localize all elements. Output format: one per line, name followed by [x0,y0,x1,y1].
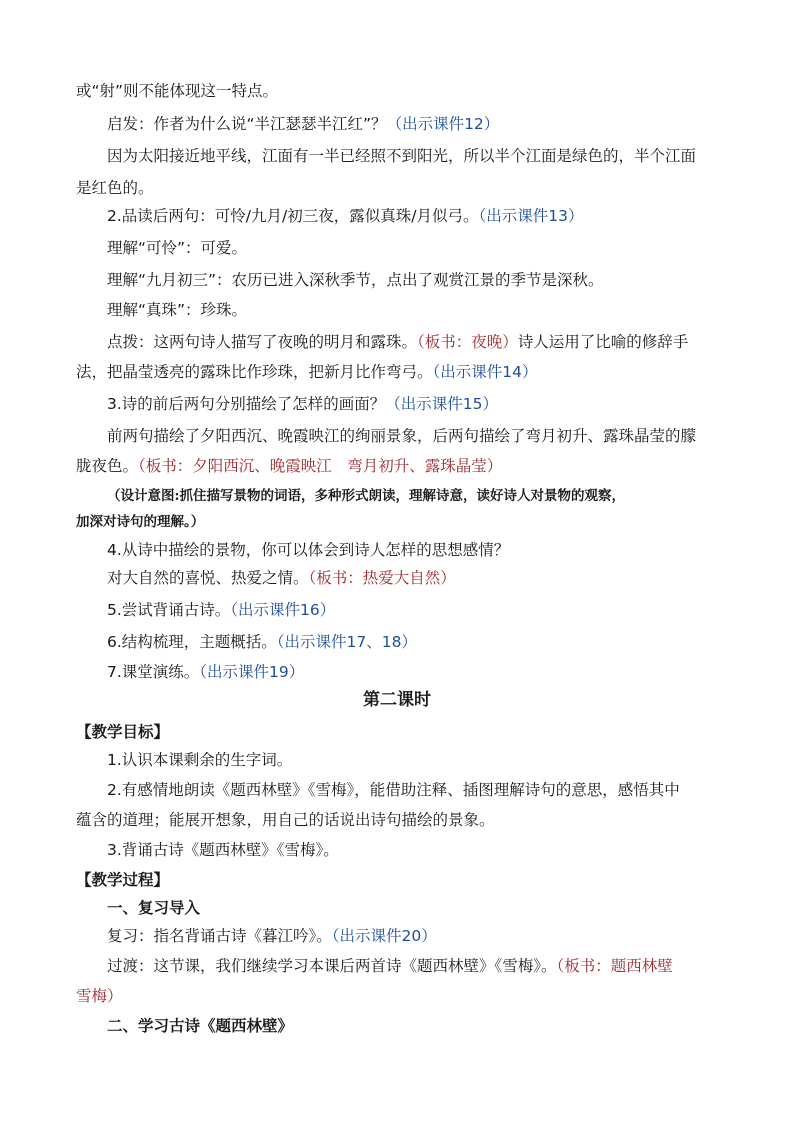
goal-item [107,749,292,771]
text-line [107,237,247,259]
text-line [107,925,437,947]
text-span: 2.品读后两句：可怜/九月/初三夜，露似真珠/月似弓。 [107,207,479,225]
text-line [76,80,278,102]
courseware-ref: （出示课件20） [331,927,437,945]
design-intent-text: 抓住描写景物的词语，多种形式朗读，理解诗意，读好诗人对景物的观察， [179,488,625,504]
design-intent-label: （设计意图: [107,488,180,504]
board-note: （板书：夕阳西沉、晚霞映江 弯月初升、露珠晶莹） [138,457,503,475]
text-line [107,331,688,353]
text-span: 前两句描绘了夕阳西沉、晚霞映江的绚丽景象，后两句描绘了弯月初升、露珠晶莹的朦 [107,427,697,445]
text-line [107,205,583,227]
goal-item [107,779,680,801]
text-span: 1.认识本课剩余的生字词。 [107,751,293,769]
text-span: 理解“可怜”：可爱。 [107,239,248,257]
text-span: 6.结构梳理，主题概括。 [107,633,277,651]
goal-item [76,809,495,831]
text-span: 2.有感情地朗读《题西林壁》《雪梅》，能借助注释、插图理解诗句的意思，感悟其中 [107,781,680,799]
board-note: （板书：夜晚） [417,333,518,351]
text-span: 5.尝试背诵古诗。 [107,601,231,619]
text-span: 启发：作者为什么说“半江瑟瑟半江红”？ [107,115,387,133]
board-note: 雪梅） [76,987,123,1005]
subsection-heading: 一、复习导入 [107,899,201,917]
text-span: 对大自然的喜悦、热爱之情。 [107,569,309,587]
text-span: 点拨：这两句诗人描写了夜晚的明月和露珠。 [107,333,418,351]
text-span: 诗人运用了比喻的修辞手 [517,333,689,351]
text-span: 因为太阳接近地平线，江面有一半已经照不到阳光，所以半个江面是绿色的，半个江面 [107,147,697,165]
text-line [107,539,509,561]
courseware-ref: （出示课件16） [230,601,336,619]
courseware-ref: （出示课件17、18） [276,633,417,651]
text-span: 复习：指名背诵古诗《暮江吟》。 [107,927,332,945]
text-line [76,177,154,199]
text-span: 3.诗的前后两句分别描绘了怎样的画面？ [107,395,386,413]
text-span: 或“射”则不能体现这一特点。 [76,82,279,100]
text-line [107,113,499,135]
design-intent-line [107,485,625,507]
text-span: 4.从诗中描绘的景物，你可以体会到诗人怎样的思想感情？ [107,541,510,559]
text-span: 法，把晶莹透亮的露珠比作珍珠，把新月比作弯弓。 [76,363,433,381]
board-note: （板书：热爱大自然） [308,569,456,587]
goal-item [107,839,339,861]
text-line [76,361,538,383]
text-line [107,425,696,447]
text-line [107,299,247,321]
text-span: 是红色的。 [76,179,154,197]
courseware-ref: （出示课件14） [432,363,538,381]
courseware-ref: （出示课件13） [478,207,584,225]
text-line [76,455,502,477]
text-span: 7.课堂演练。 [107,663,200,681]
text-line [107,145,696,167]
text-line [107,599,335,621]
text-line [107,955,673,977]
text-span: 理解“九月初三”：农历已进入深秋季节，点出了观赏江景的季节是深秋。 [107,271,604,289]
lesson-title: 第二课时 [363,690,431,710]
courseware-ref: （出示课件15） [385,395,499,413]
text-line [107,567,456,589]
text-span: 过渡：这节课，我们继续学习本课后两首诗《题西林壁》《雪梅》。 [107,957,557,975]
text-line [107,661,304,683]
text-span: 蕴含的道理；能展开想象，用自己的话说出诗句描绘的景象。 [76,811,495,829]
courseware-ref: （出示课件19） [199,663,305,681]
text-span: 3.背诵古诗《题西林壁》《雪梅》。 [107,841,339,859]
text-span: 理解“真珠”：珍珠。 [107,301,248,319]
subsection-heading: 二、学习古诗《题西林壁》 [107,1017,294,1035]
design-intent-text: 加深对诗句的理解。） [76,514,205,530]
text-line [107,269,604,291]
text-line [107,631,417,653]
section-heading-goals: 【教学目标】 [76,723,170,741]
text-line [107,393,498,415]
design-intent-line [76,511,204,533]
courseware-ref: （出示课件12） [386,115,500,133]
board-note: （板书：题西林壁 [556,957,673,975]
text-span: 胧夜色。 [76,457,139,475]
section-heading-process: 【教学过程】 [76,871,170,889]
